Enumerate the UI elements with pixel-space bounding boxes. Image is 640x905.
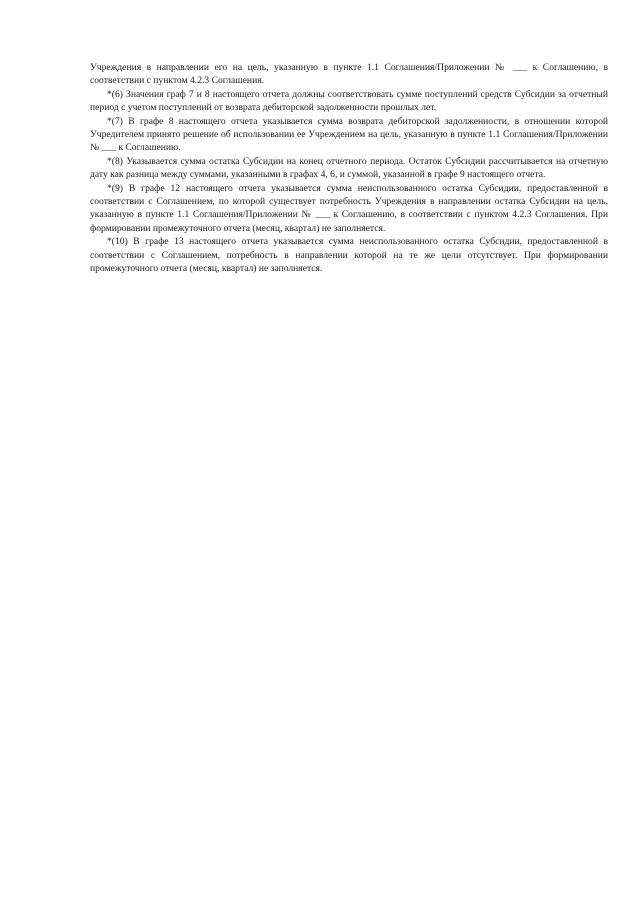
footnotes-text xyxy=(90,61,608,276)
footnote-10: *(10) В графе 13 настоящего отчета указывается сумма неиспользованного остатка Субсидии, предоставленной в соответствии с Соглашением, потребность в направлении которой на те же цели отсутствует. При формировании промежуточного отчета (месяц, квартал) не заполняется. xyxy=(90,236,608,275)
footnote-9: *(9) В графе 12 настоящего отчета указывается сумма неиспользованного остатка Субсидии, предоставленной в соответствии с Соглашением, по которой существует потребность Учреждения в направлении остатка Субсидии на цель, указанную в пункте 1.1 Соглашения/Приложении № ___ к Соглашению, в соответствии с пунктом 4.2.3 Соглашения. При формировании промежуточного отчета (месяц, квартал) не заполняется. xyxy=(90,182,608,234)
footnote-7: *(7) В графе 8 настоящего отчета указывается сумма возврата дебиторской задолженности, в отношении которой Учредителем принято решение об использовании ее Учреждением на цель, указанную в пункте 1.1 Соглашения/Приложении № ___ к Соглашению. xyxy=(90,115,608,154)
paragraph-continuation: Учреждения в направлении его на цель, указанную в пункте 1.1 Соглашения/Приложении № ___ к Соглашению, в соответствии с пунктом 4.2.3 Соглашения. xyxy=(90,62,608,87)
footnote-6: *(6) Значения граф 7 и 8 настоящего отчета должны соответствовать сумме поступлений средств Субсидии за отчетный период с учетом поступлений от возврата дебиторской задолженности прошлых лет. xyxy=(90,88,608,114)
footnote-8: *(8) Указывается сумма остатка Субсидии на конец отчетного периода. Остаток Субсидии рассчитывается на отчетную дату как разница между суммами, указанными в графах 4, 6, и суммой, указанной в графе 9 настоящего отчета. xyxy=(90,155,608,181)
